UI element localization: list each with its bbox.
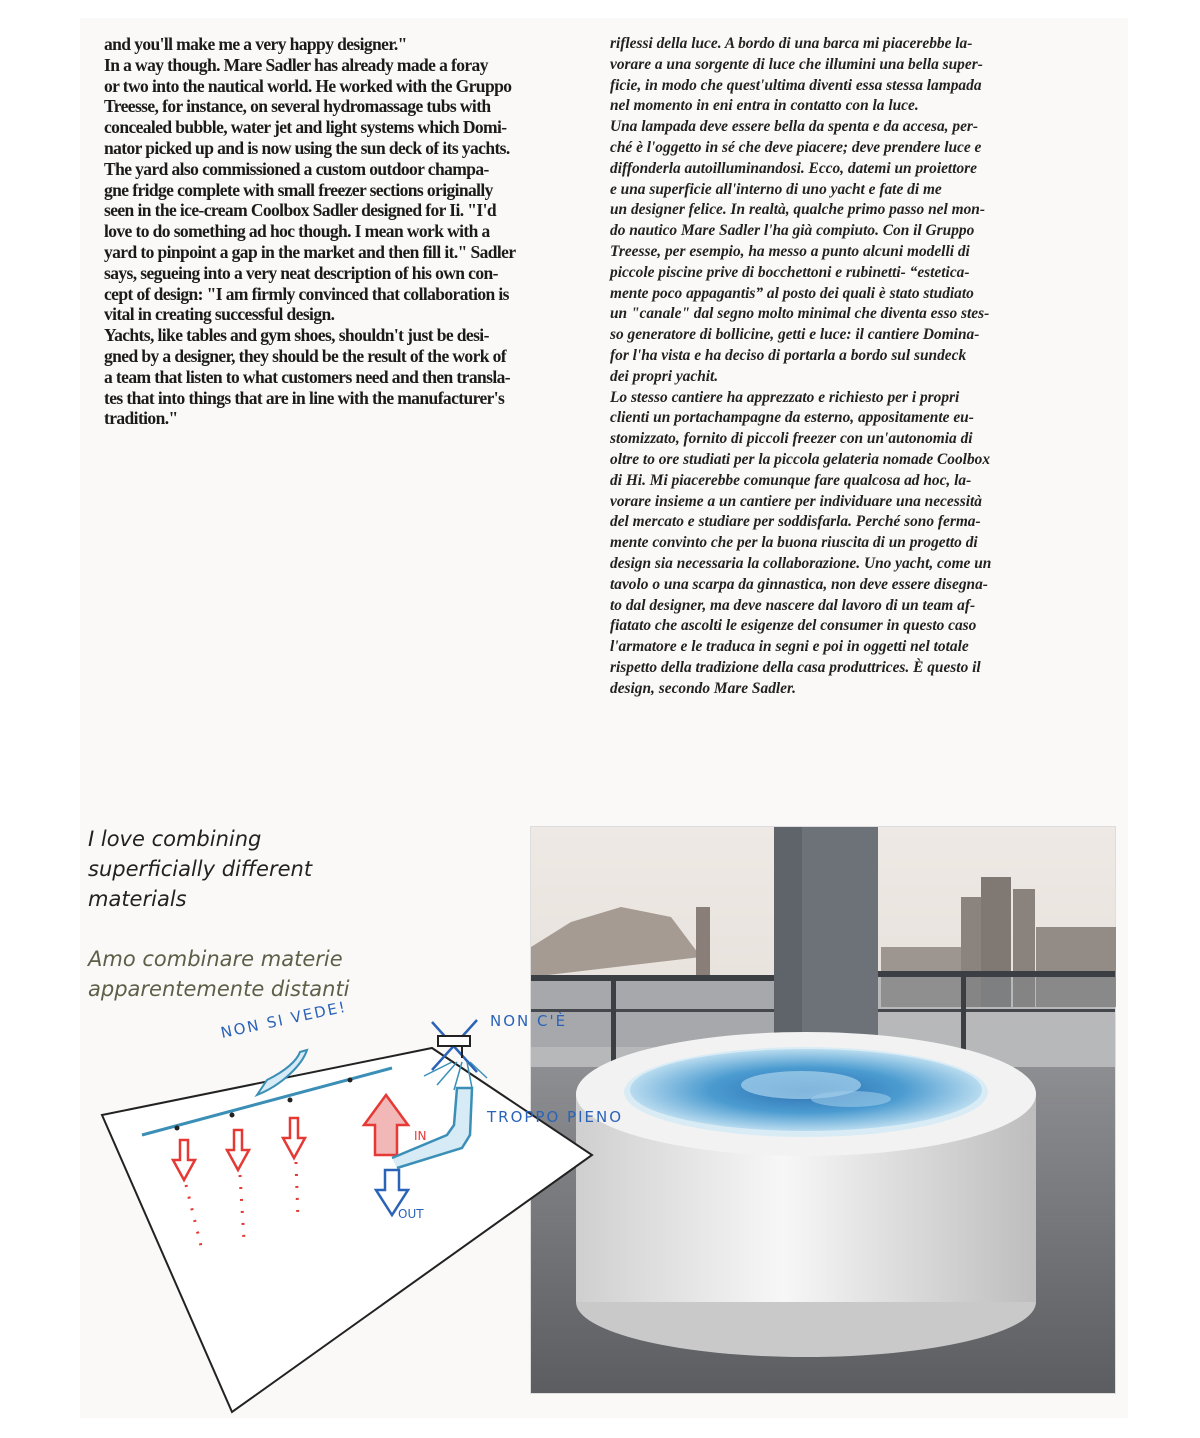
sketch-note-out: OUT [398,1207,424,1221]
text-line: Yachts, like tables and gym shoes, shouldn't just be desi- [104,325,489,346]
text-line: piccole piscine prive di bocchettoni e rubinetti- “estetica- [610,263,970,281]
quote-line: apparentemente distanti [88,977,350,1001]
text-line: nator picked up and is now using the sun deck of its yachts. [104,137,510,158]
text-line: vital in creating successful design. [104,304,335,325]
text-line: seen in the ice-cream Coolbox Sadler designed for Ii. "I'd [104,200,496,221]
text-line: rispetto della tradizione della casa produttrices. È questo il [610,658,981,676]
quote-line: superficially different [88,857,313,881]
text-line: un designer felice. In realtà, qualche primo passo nel mon- [610,201,985,219]
text-line: cept of design: "I am firmly convinced that collaboration is [104,283,509,304]
text-line: oltre to ore studiati per la piccola gelateria nomade Coolbox [610,450,991,468]
sketch-note-non-si-vede: NON SI VEDE! [219,997,349,1042]
text-line: e una superficie all'interno di uno yacht e fate di me [610,180,942,198]
text-line: Treesse, per esempio, ha messo a punto alcuni modelli di [610,242,970,260]
quote-line: materials [88,887,187,911]
text-line: tes that into things that are in line with the manufacturer's [104,387,505,408]
text-line: del mercato e studiare per soddisfarla. Perché sono ferma- [610,513,981,531]
text-line: di Hi. Mi piacerebbe comunque fare qualcosa ad hoc, la- [610,471,972,489]
text-line: un "canale" dal segno molto minimal che diventa esso stes- [610,305,990,323]
hand-sketch-diagram [92,997,624,1420]
text-line: ficie, in modo che quest'ultima diventi essa stessa lampada [610,76,982,94]
sketch-note-non-ce: NON C'È [490,1012,568,1030]
text-line: nel momento in eni entra in contatto con la luce. [610,97,919,115]
text-line: gne fridge complete with small freezer sections originally [104,179,493,200]
text-line: design, secondo Mare Sadler. [610,679,796,697]
text-line: clienti un portachampagne da esterno, appositamente eu- [610,409,974,427]
text-line: tavolo o una scarpa da ginnastica, non deve essere disegna- [610,575,988,593]
text-line: Una lampada deve essere bella da spenta e da accesa, per- [610,118,979,136]
text-line: vorare a una sorgente di luce che illumini una bella super- [610,55,983,73]
text-line: says, segueing into a very neat description of his own con- [104,262,498,283]
text-line: diffonderla autoilluminandosi. Ecco, datemi un proiettore [610,159,977,177]
text-line: a team that listen to what customers need and then transla- [104,366,510,387]
sketch-note-in: IN [414,1129,427,1143]
quote-line: I love combining [88,827,262,851]
text-line: gned by a designer, they should be the result of the work of [104,345,507,366]
text-line: stomizzato, fornito di piccoli freezer con un'autonomia di [610,430,973,448]
pull-quote-italian [88,944,488,1004]
text-line: or two into the nautical world. He worked with the Gruppo [104,75,512,96]
text-line: mente poco appagantis” al posto dei quali è stato studiato [610,284,974,302]
text-line: and you'll make me a very happy designer." [104,34,407,54]
text-line: In a way though. Mare Sadler has already made a foray [104,54,488,75]
text-line: Treesse, for instance, on several hydromassage tubs with [104,96,491,117]
quote-line: Amo combinare materie [88,947,343,971]
text-line: yard to pinpoint a gap in the market and then fill it." Sadler [104,241,516,262]
english-text-column [104,34,594,429]
text-line: l'armatore e le traduca in segni e poi in oggetti nel totale [610,638,969,656]
italian-text-column [610,34,1120,700]
text-line: so generatore di bollicine, getti e luce: il cantiere Domina- [610,326,980,344]
text-line: fiatato che ascolti le esigenze del consumer in questo caso [610,617,977,635]
pull-quote-english [88,824,488,914]
text-line: for l'ha vista e ha deciso di portarla a bordo sul sundeck [610,346,967,364]
text-line: dei propri yachit. [610,367,719,385]
text-line: ché è l'oggetto in sé che deve piacere; deve prendere luce e [610,138,982,156]
text-line: love to do something ad hoc though. I mean work with a [104,221,490,242]
text-line: The yard also commissioned a custom outdoor champa- [104,158,489,179]
text-line: Lo stesso cantiere ha apprezzato e richiesto per i propri [610,388,960,406]
text-line: do nautico Mare Sadler l'ha già compiuto. Con il Gruppo [610,222,975,240]
text-line: tradition." [104,408,178,429]
text-line: vorare insieme a un cantiere per individuare una necessità [610,492,982,510]
text-line: to dal designer, ma deve nascere dal lavoro di un team af- [610,596,976,614]
text-line: mente convinto che per la buona riuscita di un progetto di [610,534,978,552]
text-line: riflessi della luce. A bordo di una barca mi piacerebbe la- [610,35,973,52]
text-line: design sia necessaria la collaborazione. Uno yacht, come un [610,554,992,572]
text-line: concealed bubble, water jet and light systems which Domi- [104,117,507,138]
sketch-note-troppo-pieno: TROPPO PIENO [487,1108,624,1126]
